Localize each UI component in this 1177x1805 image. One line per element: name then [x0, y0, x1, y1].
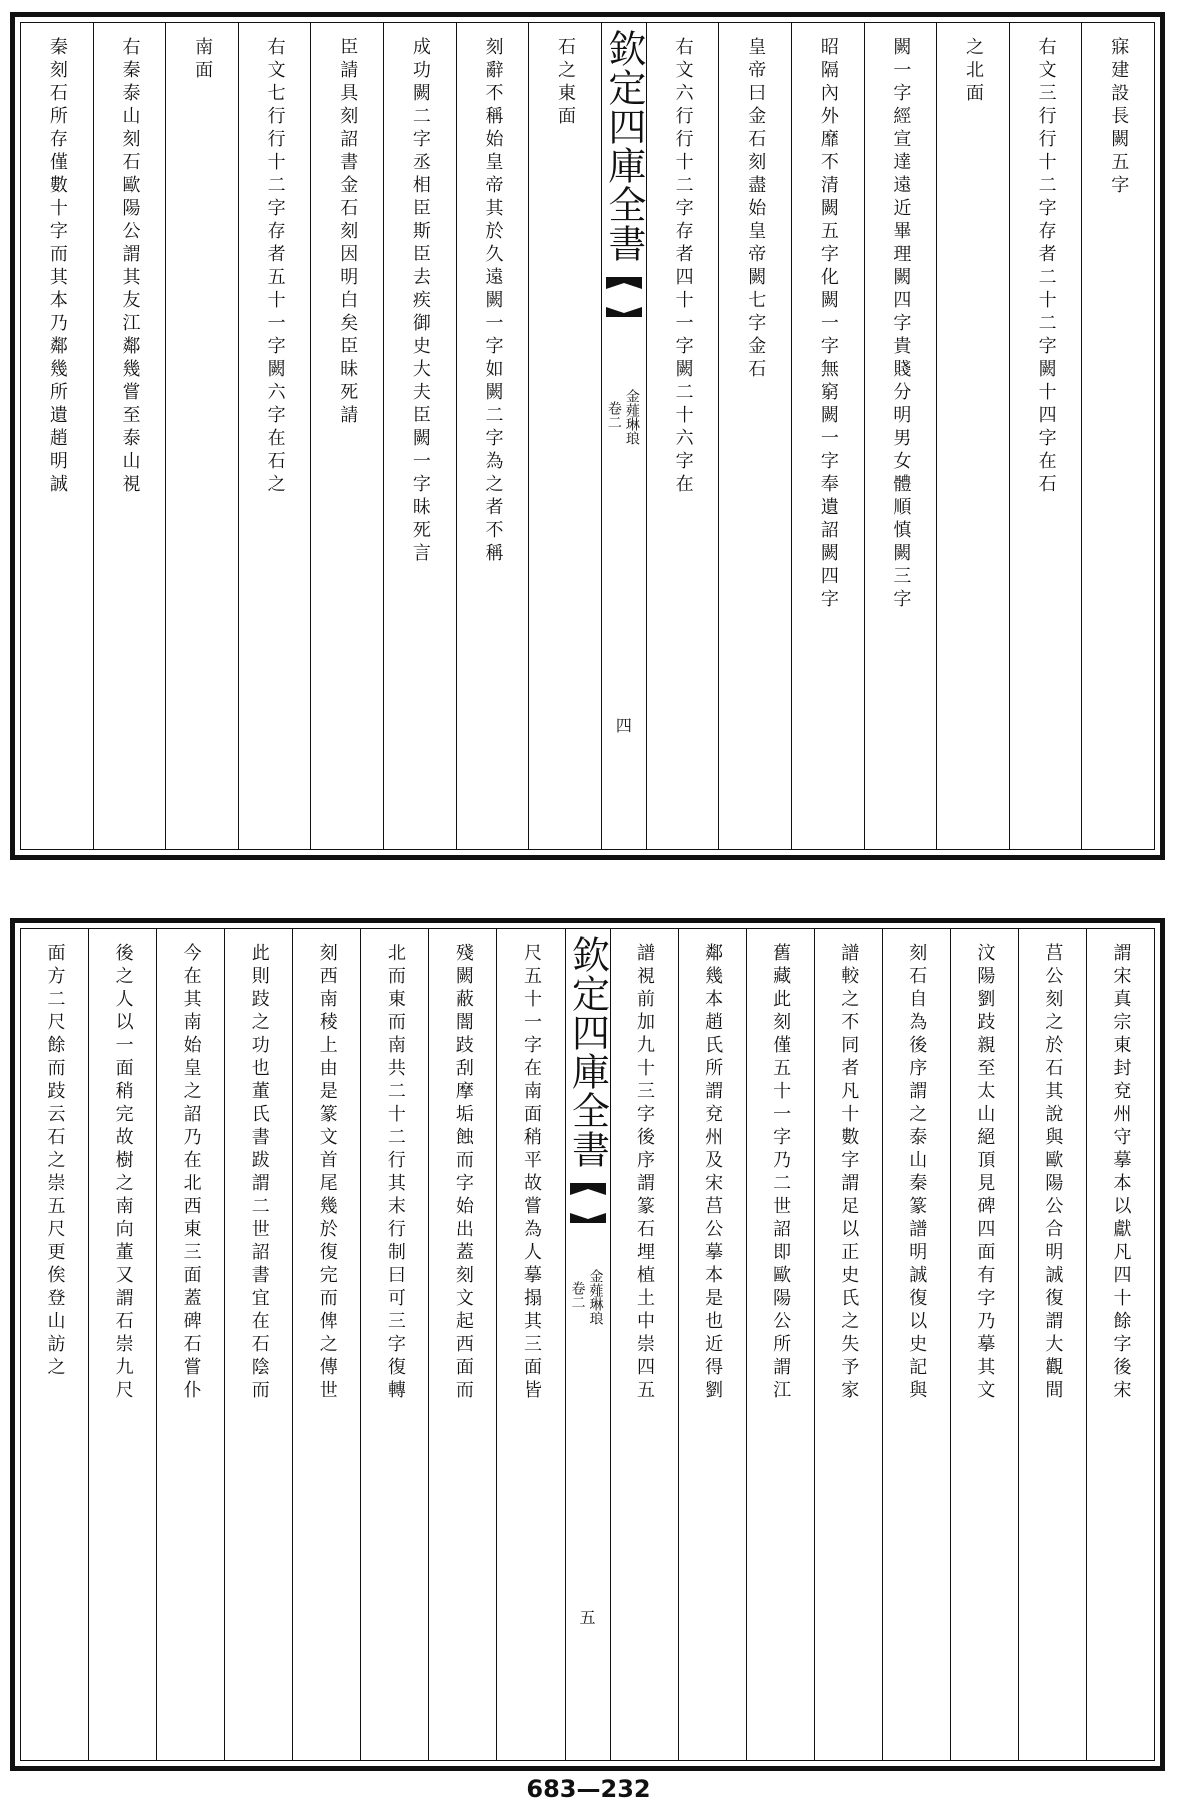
text-column: 今在其南始皇之詔乃在北西東三面蓋碑石嘗仆 [156, 929, 224, 1760]
text-column: 後之人以一面稍完故樹之南向董又謂石崇九尺 [88, 929, 156, 1760]
text-column: 南面 [165, 23, 238, 849]
text-column: 鄰幾本趙氏所謂兗州及宋莒公摹本是也近得劉 [678, 929, 746, 1760]
text-column: 舊藏此刻僅五十一字乃二世詔即歐陽公所謂江 [746, 929, 814, 1760]
spine-title: 欽定四庫全書 [601, 29, 646, 263]
spine-subtitle: 金薤琳琅 [623, 389, 640, 445]
text-column: 譜視前加九十三字後序謂篆石埋植土中崇四五 [610, 929, 678, 1760]
text-column: 右文六行行十二字存者四十一字闕二十六字在 [646, 23, 719, 849]
text-column: 石之東面 [528, 23, 601, 849]
fish-tail-mark-icon [570, 1183, 606, 1223]
bottom-page [10, 918, 1165, 1771]
text-column: 寐建設長闕五字 [1081, 23, 1154, 849]
bottom-page-frame [20, 928, 1155, 1761]
spine-title: 欽定四庫全書 [565, 935, 610, 1169]
text-column: 昭隔內外靡不清闕五字化闕一字無窮闕一字奉遺詔闕四字 [791, 23, 864, 849]
spine-volume: 卷二 [605, 401, 622, 429]
top-page [10, 12, 1165, 860]
top-page-frame [20, 22, 1155, 850]
text-column: 北而東而南共二十二行其末行制曰可三字復轉 [360, 929, 428, 1760]
fish-tail-mark-icon [606, 277, 642, 317]
text-column: 汶陽劉跂親至太山絕頂見碑四面有字乃摹其文 [950, 929, 1018, 1760]
text-column: 臣請具刻詔書金石刻因明白矣臣昧死請 [310, 23, 383, 849]
text-column: 成功闕二字丞相臣斯臣去疾御史大夫臣闕一字昧死言 [383, 23, 456, 849]
text-column: 刻辭不稱始皇帝其於久遠闕一字如闕二字為之者不稱 [456, 23, 529, 849]
text-column: 皇帝曰金石刻盡始皇帝闕七字金石 [718, 23, 791, 849]
text-column: 刻石自為後序謂之泰山秦篆譜明誠復以史記與 [882, 929, 950, 1760]
text-column: 譜較之不同者凡十數字謂足以正史氏之失予家 [814, 929, 882, 1760]
page-footer-number: 683—232 [526, 1775, 651, 1803]
text-column: 秦刻石所存僅數十字而其本乃鄰幾所遺趙明誠 [46, 37, 68, 497]
text-column: 莒公刻之於石其說與歐陽公合明誠復謂大觀間 [1018, 929, 1086, 1760]
center-spine [565, 929, 610, 1760]
text-column: 右文三行行十二字存者二十二字闕十四字在石 [1009, 23, 1082, 849]
text-column: 之北面 [936, 23, 1009, 849]
text-column: 面方二尺餘而跂云石之崇五尺更俟登山訪之 [44, 943, 66, 1380]
spine-subtitle: 金薤琳琅 [587, 1269, 604, 1325]
text-column: 闕一字經宣達遠近畢理闕四字貴賤分明男女體順慎闕三字 [864, 23, 937, 849]
text-column: 右秦泰山刻石歐陽公謂其友江鄰幾嘗至泰山視 [93, 23, 166, 849]
spine-page-number: 五 [579, 1608, 596, 1627]
spine-page-number: 四 [615, 716, 632, 735]
text-column: 殘闕蔽闇跂刮摩垢蝕而字始出蓋刻文起西面而 [428, 929, 496, 1760]
text-column: 右文七行行十二字存者五十一字闕六字在石之 [238, 23, 311, 849]
text-column: 刻西南稜上由是篆文首尾幾於復完而俾之傳世 [292, 929, 360, 1760]
center-spine [601, 23, 646, 849]
text-column: 謂宋真宗東封兗州守摹本以獻凡四十餘字後宋 [1086, 929, 1154, 1760]
text-column: 尺五十一字在南面稍平故嘗為人摹搨其三面皆 [496, 929, 564, 1760]
spine-volume: 卷二 [569, 1281, 586, 1309]
text-column: 此則跂之功也董氏書跋謂二世詔書宜在石陰而 [224, 929, 292, 1760]
